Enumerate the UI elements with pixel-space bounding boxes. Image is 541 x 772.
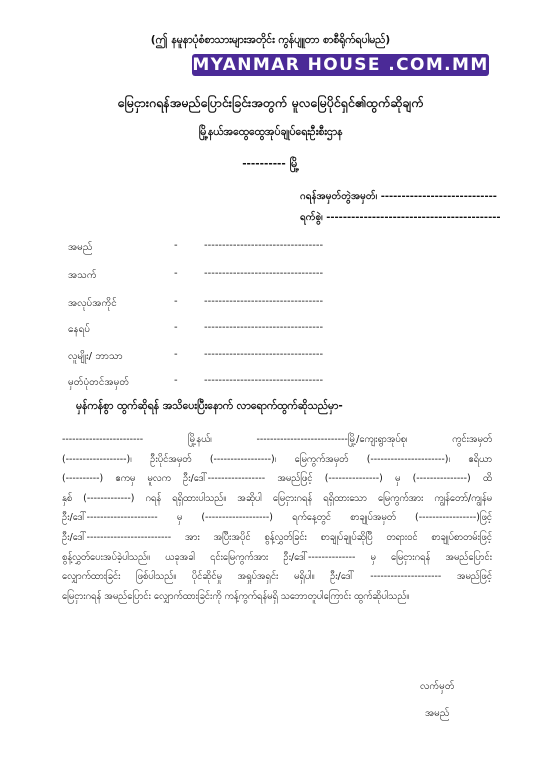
statement-line: မြေငှားဂရန် အမည်ပြောင်း လျှောက်ထားခြင်းကို ကန့်ကွက်ရန်မရှိ သဘောတူပါကြောင်း ထွက်ဆိုပါသည်။ [62,590,410,602]
statement-line: နှစ် (-------------) ဂရန် ရရှိထားပါသည်။ အဆိုပါ မြေငှားဂရန် ရရှိထားသော မြေကွက်အား ကျွန်တော်/ကျွန်မ [62,492,492,504]
field-label: မှတ်ပုံတင်အမှတ် [68,377,130,388]
field-blank-line: --------------------------------- [204,296,324,307]
statement-line: ဦး/ဒေါ်------------------------- အား အပြီးအပိုင် စွန့်လွှတ်ခြင်း စာချုပ်ချုပ်ဆိုပြီ တရားဝင် စာချုပ်စာတမ်းဖြင့် [62,531,492,543]
statement-line: ဦး/ဒေါ်--------------------- မှ (-------------------) ရက်နေ့တွင် စာချုပ်အမှတ် (-----------------)ဖြင့် [62,512,492,524]
office-name: မြို့နယ်အထွေထွေအုပ်ချုပ်ရေးဦးစီးဌာန [198,126,343,138]
field-label: နေရပ် [68,324,91,335]
field-occupation [68,296,488,312]
signature-name-label: အမည် [425,708,450,719]
field-label: လူမျိုး/ ဘာသာ [68,351,123,362]
field-label: အလုပ်အကိုင် [68,298,117,309]
field-age [68,268,488,284]
field-blank-line: --------------------------------- [204,375,324,386]
statement-line: (------------------)၊ ဦးပိုင်အမှတ် (-----------------)၊ မြေကွက်အမှတ် (----------------------)၊ ဧရိယာ [62,453,492,465]
signature-label: လက်မှတ် [420,681,455,692]
statement-body [62,430,492,606]
statement-heading: မှန်ကန်စွာ ထွက်ဆိုရန် အသိပေးပြီးနောက် လာရောက်ထွက်ဆိုသည်မှာ- [76,400,343,412]
typing-instruction-note: (ဤ နမူနာပုံစံစာသားများအတိုင်း ကွန်ပျူတာ စာစီရိုက်ရပါမည်) [150,34,391,46]
field-blank-line: --------------------------------- [204,268,324,279]
field-ethnicity-religion [68,349,488,365]
field-separator: - [174,268,178,279]
field-separator: - [174,375,178,386]
document-title: မြေငှားဂရန်အမည်ပြောင်းခြင်းအတွက် မူလမြေပိုင်ရှင်၏ထွက်ဆိုချက် [117,95,424,110]
field-nrc-number [68,375,488,391]
field-label: အသက် [68,270,97,281]
field-separator: - [174,349,178,360]
field-separator: - [174,240,178,251]
field-label: အမည် [68,242,93,253]
field-address [68,322,488,338]
statement-line: (----------) ဧကမှ မူလက ဦး/ဒေါ်----------------- အမည်ဖြင့် (---------------) မှ (---------------) ထိ [62,473,492,485]
statement-line: စွန့်လွှတ်ပေးအပ်ခဲ့ပါသည်။ ယခုအခါ ၎င်းမြေကွက်အား ဦး/ဒေါ်-------------- မှ မြေငှားဂရန် အမည်ပြောင်း [62,551,492,563]
field-separator: - [174,296,178,307]
grant-number-line: ဂရန်အမှတ်တွဲအမှတ်၊ ---------------------------- [300,191,497,202]
statement-line: ------------------------ မြို့နယ်၊ ---------------------------မြို့/ကျေးရွာအုပ်စု၊ ကွင်းအမှတ် [62,434,492,445]
date-line: ရက်စွဲ၊ ------------------------------------------ [300,212,501,223]
field-separator: - [174,322,178,333]
website-watermark: MYANMAR HOUSE .COM.MM [192,55,489,75]
field-name [68,240,488,256]
field-blank-line: --------------------------------- [204,349,324,360]
city-line: ---------- မြို့ [242,158,299,170]
statement-line: လျှောက်ထားခြင်း ဖြစ်ပါသည်။ ပိုင်ဆိုင်မှု အရှုပ်အရှင်း မရှိပါ။ ဦး/ဒေါ် --------------------- အမည်ဖြင့် [62,571,492,583]
field-blank-line: --------------------------------- [204,322,324,333]
field-blank-line: --------------------------------- [204,240,324,251]
